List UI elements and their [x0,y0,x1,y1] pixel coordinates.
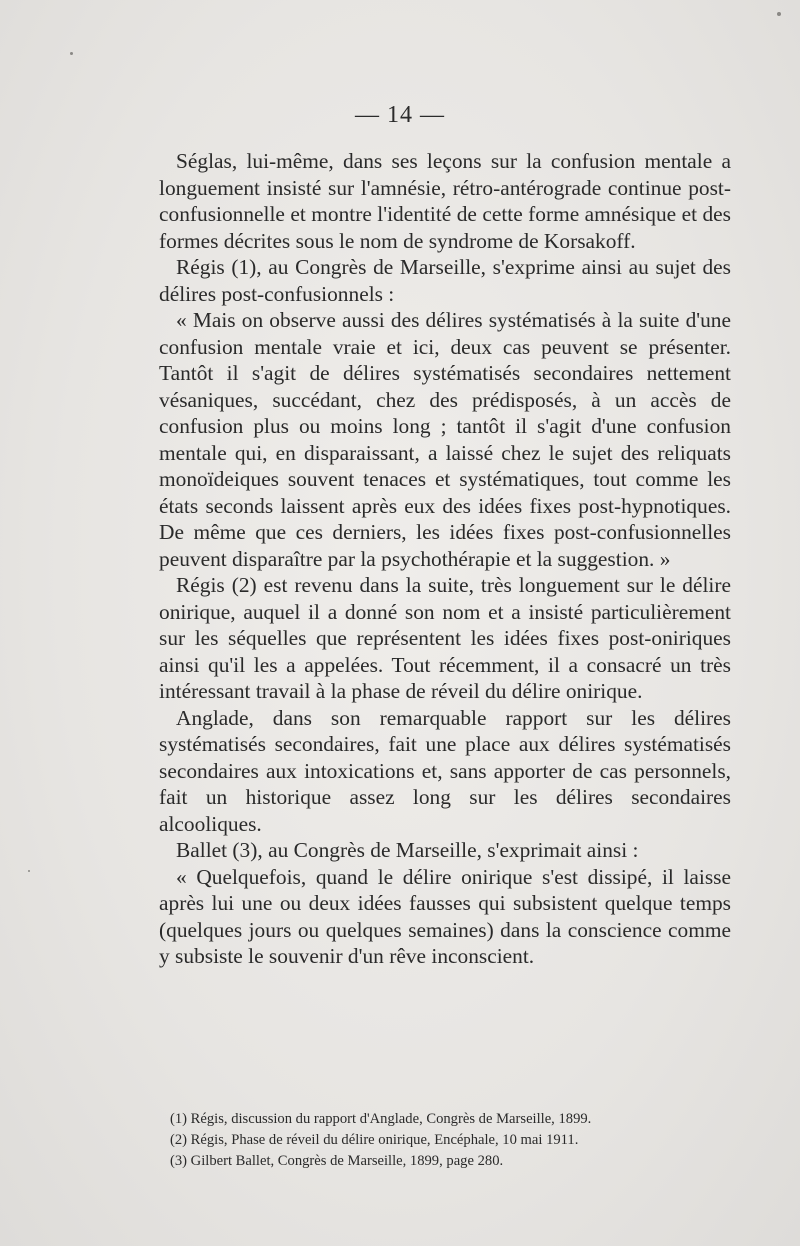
paragraph-regis-quote: « Mais on observe aussi des délires systématisés à la suite d'une confusion mentale vraie et ici, deux cas peuvent se présenter. Tantôt il s'agit de délires systématisés secondaires nettement vésaniques, succédant, chez des prédisposés, à un accès de confusion plus ou moins long ; tantôt il s'agit d'une confusion mentale qui, en disparaissant, a laissé chez le sujet des reliquats monoïdeiques souvent tenaces et systématiques, tout comme les états seconds laissent après eux des idées fixes post-hypnotiques. De même que ces derniers, les idées fixes post-confusionnelles peuvent disparaître par la psychothérapie et la suggestion. » [159,308,731,571]
paragraph-ballet-intro: Ballet (3), au Congrès de Marseille, s'exprimait ainsi : [176,838,639,862]
footnote-1: (1) Régis, discussion du rapport d'Anglade, Congrès de Marseille, 1899. [170,1111,592,1127]
scan-speck [28,870,30,872]
body-text [159,148,731,970]
paragraph-regis-onirique: Régis (2) est revenu dans la suite, très longuement sur le délire onirique, auquel il a donné son nom et a insisté particulièrement sur les séquelles que représentent les idées fixes post-oniriques ainsi qu'il les a appelées. Tout récemment, il a consacré un très intéressant travail à la phase de réveil du délire onirique. [159,573,731,703]
footnotes [170,1109,730,1172]
paragraph-ballet-quote: « Quelquefois, quand le délire onirique s'est dissipé, il laisse après lui une ou deux idées fausses qui subsistent quelque temps (quelques jours ou quelques semaines) dans la conscience comme y subsiste le souvenir d'un rêve inconscient. [159,864,731,968]
paragraph-regis-intro: Régis (1), au Congrès de Marseille, s'exprime ainsi au sujet des délires post-confusionnels : [159,255,731,306]
page-number: — 14 — [355,102,445,128]
paragraph-anglade: Anglade, dans son remarquable rapport sur les délires systématisés secondaires, fait une place aux délires systématisés secondaires aux intoxications et, sans apporter de cas personnels, fait un historique assez long sur les délires secondaires alcooliques. [159,705,731,836]
paragraph-seglas: Séglas, lui-même, dans ses leçons sur la confusion mentale a longuement insisté sur l'amnésie, rétro-antérograde continue post-confusionnelle et montre l'identité de cette forme amnésique et des formes décrites sous le nom de syndrome de Korsakoff. [159,149,731,253]
scan-speck [70,52,73,55]
scan-speck [777,12,781,16]
footnote-2: (2) Régis, Phase de réveil du délire onirique, Encéphale, 10 mai 1911. [170,1132,579,1148]
footnote-3: (3) Gilbert Ballet, Congrès de Marseille, 1899, page 280. [170,1153,504,1169]
